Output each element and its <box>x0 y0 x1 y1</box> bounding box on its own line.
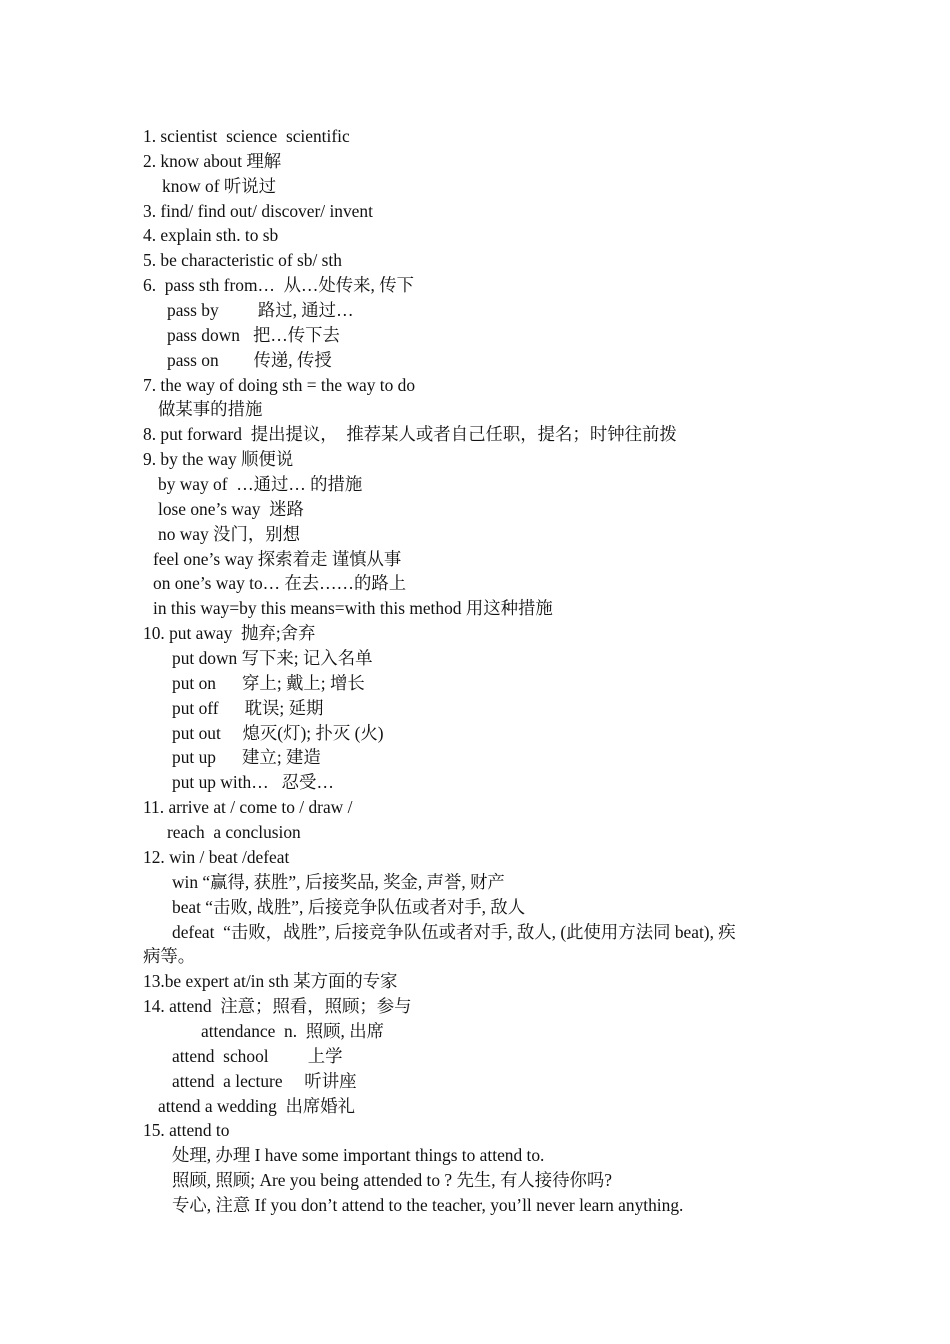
text-line: 13.be expert at/in sth 某方面的专家 <box>143 971 398 992</box>
text-line: 8. put forward 提出提议， 推荐某人或者自己任职，提名；时钟往前拨 <box>143 424 677 445</box>
text-line: attend a wedding 出席婚礼 <box>158 1095 356 1116</box>
text-line: 10. put away 抛弃;舍弃 <box>143 623 316 644</box>
text-line: put on 穿上; 戴上; 增长 <box>172 672 365 693</box>
text-line: 病等。 <box>143 946 196 967</box>
text-line: in this way=by this means=with this method 用这种措施 <box>153 598 553 619</box>
text-line: pass down 把…传下去 <box>167 324 340 345</box>
text-line: 15. attend to <box>143 1120 230 1141</box>
text-line: put up with… 忍受… <box>172 772 334 793</box>
vocabulary-notes <box>0 124 950 1218</box>
text-line: attend a lecture 听讲座 <box>172 1070 357 1091</box>
text-line: on one’s way to… 在去……的路上 <box>153 573 407 594</box>
text-line: no way 没门，别想 <box>158 523 301 544</box>
text-line: pass by 路过, 通过… <box>167 300 354 321</box>
text-line: 14. attend 注意；照看，照顾；参与 <box>143 996 412 1017</box>
text-line: attend school 上学 <box>172 1045 343 1066</box>
text-line: 9. by the way 顺便说 <box>143 449 294 470</box>
text-line: 专心, 注意 If you don’t attend to the teacher, you’ll never learn anything. <box>172 1194 684 1215</box>
text-line: 处理, 办理 I have some important things to attend to. <box>172 1145 545 1166</box>
text-line: 4. explain sth. to sb <box>143 225 279 246</box>
text-line: 6. pass sth from… 从…处传来, 传下 <box>143 275 414 296</box>
text-line: 2. know about 理解 <box>143 150 282 171</box>
text-line: attendance n. 照顾, 出席 <box>201 1020 385 1041</box>
text-line: 12. win / beat /defeat <box>143 846 290 867</box>
text-line: 3. find/ find out/ discover/ invent <box>143 200 373 221</box>
text-line: reach a conclusion <box>167 822 301 843</box>
text-line: 7. the way of doing sth = the way to do <box>143 374 416 395</box>
text-line: defeat “击败，战胜”, 后接竞争队伍或者对手, 敌人, (此使用方法同 beat), 疾 <box>172 921 736 942</box>
text-line: put up 建立; 建造 <box>172 747 321 768</box>
text-line: feel one’s way 探索着走 谨慎从事 <box>153 548 402 569</box>
text-line: lose one’s way 迷路 <box>158 498 304 519</box>
text-line: 11. arrive at / come to / draw / <box>143 797 353 818</box>
text-line: put off 耽误; 延期 <box>172 697 324 718</box>
text-line: 做某事的措施 <box>158 399 263 420</box>
text-line: win “赢得, 获胜”, 后接奖品, 奖金, 声誉, 财产 <box>172 871 505 892</box>
text-line: know of 听说过 <box>162 175 276 196</box>
text-line: 5. be characteristic of sb/ sth <box>143 250 342 271</box>
text-line: beat “击败, 战胜”, 后接竞争队伍或者对手, 敌人 <box>172 896 526 917</box>
text-line: 1. scientist science scientific <box>143 126 350 146</box>
text-line: 照顾, 照顾; Are you being attended to ? 先生, 有人接待你吗? <box>172 1170 613 1191</box>
text-line: put down 写下来; 记入名单 <box>172 648 373 669</box>
text-line: put out 熄灭(灯); 扑灭 (火) <box>172 722 384 743</box>
text-line: pass on 传递, 传授 <box>167 349 332 370</box>
text-line: by way of …通过… 的措施 <box>158 474 363 495</box>
